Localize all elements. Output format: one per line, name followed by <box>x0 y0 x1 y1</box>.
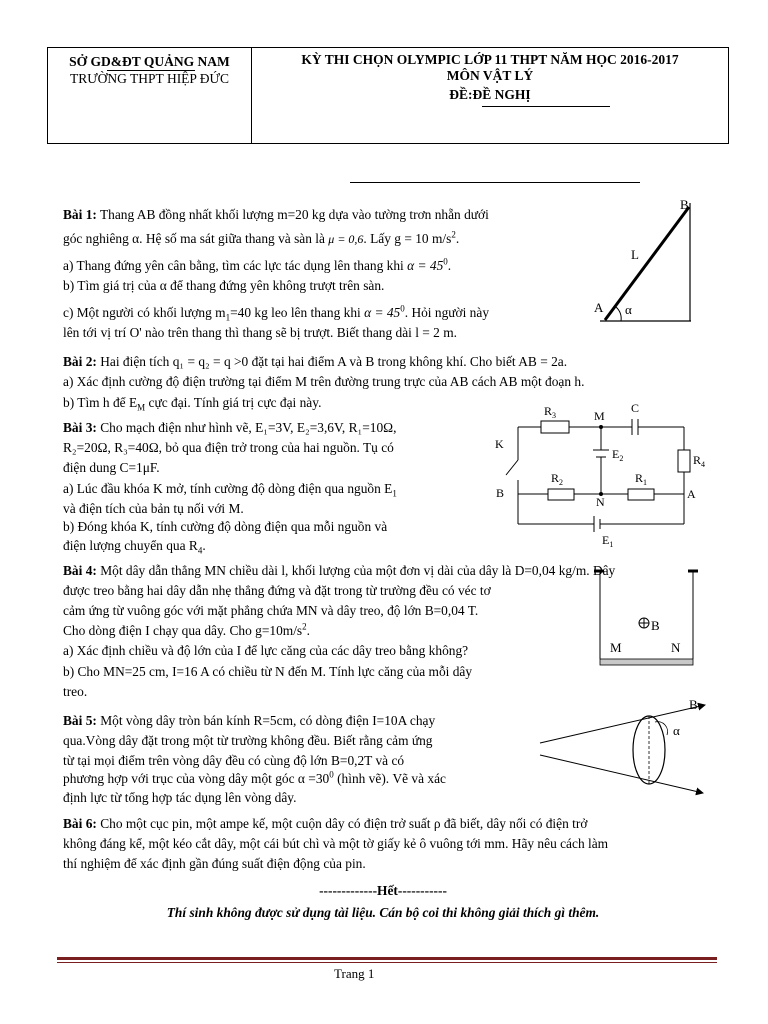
label-N: N <box>596 495 605 509</box>
type-underline <box>482 106 610 107</box>
bai5-line3: từ tại mọi điểm trên vòng dây đều có cùng độ lớn B=0,2T và có <box>63 753 405 768</box>
bai1-line3: a) Thang đứng yên cân bằng, tìm các lực tác dụng lên thang khi $\alpha = 45^0$. <box>63 256 452 273</box>
bai3-line2: R₂=20Ω, R₃=40Ω, bỏ qua điện trở trong của hai nguồn. Tụ có <box>63 440 394 455</box>
bai1-line2: góc nghiêng α. Hệ số ma sát giữa thang và sàn là μ = 0,6. Lấy g = 10 $m/s^2$. <box>63 229 460 246</box>
label-alpha: α <box>625 302 632 317</box>
bai4-line7: treo. <box>63 684 88 699</box>
bai3-line1: Bài 3: Cho mạch điện như hình vẽ, E₁=3V, E₂=3,6V, R₁=10Ω, <box>63 420 397 435</box>
bai4-line5: a) Xác định chiều và độ lớn của I để lực căng của các dây treo bằng không? <box>63 643 469 658</box>
label-E1: $E_1$ <box>602 533 614 549</box>
header-table <box>47 47 729 144</box>
bai4-line1: Bài 4: Một dây dẫn thẳng MN chiều dài l, khối lượng của một đơn vị dài của dây là D=0,04 kg/m. Dây <box>63 563 616 578</box>
bai2-line2: a) Xác định cường độ điện trường tại điểm M trên đường trung trực của AB cách AB một đoạn h. <box>63 374 585 389</box>
bai3-line3: điện dung C=1μF. <box>63 460 160 475</box>
bai1-line4: b) Tìm giá trị của α để thang đứng yên không trượt trên sàn. <box>63 278 385 293</box>
bai3-line4: a) Lúc đầu khóa K mở, tính cường độ dòng điện qua nguồn $E_1$ <box>63 481 397 499</box>
label-E2: $E_2$ <box>612 447 624 463</box>
end-marker: -------------Hết----------- <box>319 883 447 898</box>
loop-figure <box>535 695 715 805</box>
label-B: B <box>651 618 660 633</box>
bai4-line3: cảm ứng từ vuông góc với mặt phẳng chứa MN và dây treo, độ lớn B=0,04 T. <box>63 603 479 618</box>
label-B: B <box>680 197 689 212</box>
label-L: L <box>631 247 639 262</box>
label-M: M <box>610 640 622 655</box>
footer-line-thick <box>57 957 717 960</box>
bai6-line1: Bài 6: Cho một cục pin, một ampe kế, một cuộn dây có điện trở suất ρ đã biết, dây nối có điện trở <box>63 816 588 831</box>
label-C: C <box>631 401 640 415</box>
bai5-line2: qua.Vòng dây đặt trong một từ trường không đều. Biết rằng cảm ứng <box>63 733 433 748</box>
page-number: Trang 1 <box>334 966 375 981</box>
label-M: M <box>594 409 605 423</box>
bai5-line1: Bài 5: Một vòng dây tròn bán kính R=5cm, có dòng điện I=10A chạy <box>63 713 436 728</box>
subject-title: MÔN VẬT LÝ <box>446 68 534 83</box>
bai6-line3: thí nghiệm để xác định gần đúng suất điện động của pin. <box>63 856 366 871</box>
exam-note: Thí sinh không được sử dụng tài liệu. Cán bộ coi thi không giải thích gì thêm. <box>166 905 600 920</box>
label-alpha: α <box>673 723 680 738</box>
label-B: B <box>496 486 505 500</box>
label-B: B <box>689 697 698 712</box>
label-N: N <box>671 640 681 655</box>
dept-underline <box>107 70 195 71</box>
bai1-line1: Bài 1: Thang AB đồng nhất khối lượng m=20 kg dựa vào tường trơn nhẵn dưới <box>63 207 489 222</box>
bai5-line4: phương hợp với trục của vòng dây một góc $\alpha =30^0$ (hình vẽ). Vẽ và xác <box>63 769 447 786</box>
exam-title: KỲ THI CHỌN OLYMPIC LỚP 11 THPT NĂM HỌC 2016-2017 <box>301 52 679 67</box>
label-A: A <box>594 300 604 315</box>
bai6-line2: không đáng kể, một kéo cắt dây, một cái bút chì và một tờ giấy kẻ ô vuông tới mm. Hãy nêu cách làm <box>63 836 609 851</box>
bai1-line5: c) Một người có khối lượng $m_1=40$ kg leo lên thang khi $\alpha = 45^0$. Hỏi người này <box>63 303 490 323</box>
bai4-line6: b) Cho MN=25 cm, I=16 A có chiều từ N đến M. Tính lực căng của mỗi dây <box>63 664 473 679</box>
bai2-line3: b) Tìm h để $E_M$ cực đại. Tính giá trị cực đại này. <box>63 395 322 413</box>
separator-line <box>350 182 640 183</box>
ladder-figure <box>585 193 705 328</box>
dept-name: SỞ GD&ĐT QUẢNG NAM <box>69 54 230 69</box>
label-R1: $R_1$ <box>635 471 648 487</box>
bai4-line4: Cho dòng điện I chạy qua dây. Cho $g=10m/s^2$. <box>63 621 310 638</box>
label-K: K <box>495 437 504 451</box>
label-R3: $R_3$ <box>544 404 557 420</box>
footer-line-thin <box>57 962 717 963</box>
bai3-line5: và điện tích của bản tụ nối với M. <box>63 501 244 516</box>
school-name: TRƯỜNG THPT HIỆP ĐỨC <box>69 71 230 86</box>
bai5-line5: định lực từ tổng hợp tác dụng lên vòng dây. <box>63 790 297 805</box>
bai1-line6: lên tới vị trí O' nào trên thang thì thang sẽ bị trượt. Biết thang dài l = 2 m. <box>63 325 457 340</box>
label-R2: $R_2$ <box>551 471 564 487</box>
header-right <box>252 52 728 103</box>
bai3-line6: b) Đóng khóa K, tính cường độ dòng điện qua mỗi nguồn và <box>63 519 388 534</box>
label-R4: $R_4$ <box>693 453 706 469</box>
bai3-line7: điện lượng chuyển qua $R_4$. <box>63 538 206 556</box>
exam-type: ĐỀ:ĐỀ NGHỊ <box>449 87 531 102</box>
circuit-figure <box>490 400 715 550</box>
bai4-line2: được treo bằng hai dây dẫn nhẹ thẳng đứng và đặt trong từ trường đều có véc tơ <box>63 583 491 598</box>
wire-figure <box>590 566 710 672</box>
bai2-line1: Bài 2: Hai điện tích q₁ = q₂ = q >0 đặt tại hai điểm A và B trong không khí. Cho biết AB = 2a. <box>63 354 568 369</box>
label-A: A <box>687 487 696 501</box>
